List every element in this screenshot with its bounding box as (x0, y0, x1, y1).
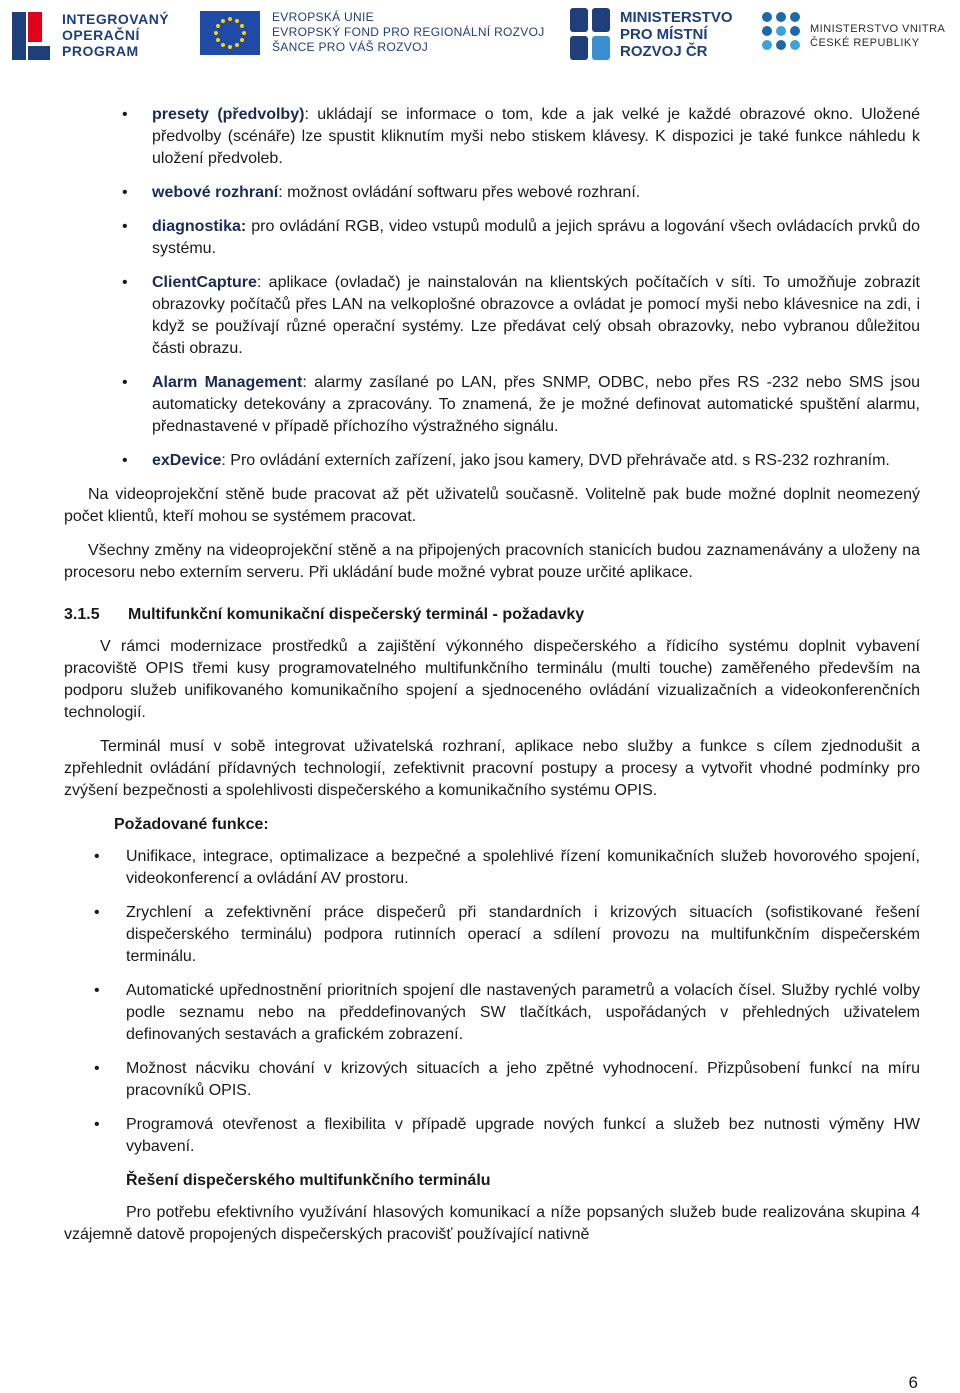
document-body (64, 104, 920, 1246)
mmr-logo (570, 8, 733, 60)
section-title: Multifunkční komunikační dispečerský terminál - požadavky (128, 606, 585, 623)
list-item-text: : aplikace (ovladač) je nainstalován na klientských počítačích v síti. To umožňuje zobrazit obrazovky počítačů přes LAN na velkoplošné obrazovce a ovládat je pomocí myši nebo klávesnice na zdi, i když se používají různé operační systémy. Lze předávat celý obsah obrazovky, nebo vybranou důležitou části obrazu. (152, 274, 920, 357)
functions-heading: Požadované funkce: (114, 816, 269, 833)
list-item: • Možnost nácviku chování v krizových situacích a jeho zpětné vyhodnocení. Přizpůsobení funkcí na míru pracovníků OPIS. (64, 1058, 920, 1102)
list-item: • Automatické upřednostnění prioritních spojení dle nastavených parametrů a volacích čísel. Služby rychlé volby podle seznamu nebo na předdefinovaných SW tlačítkách, uspořádaných v přehledných uživatelem definovaných sestavách a grafickém zobrazení. (64, 980, 920, 1046)
mmr-logo-line: MINISTERSTVO (620, 8, 733, 26)
mv-logo-line: ČESKÉ REPUBLIKY (810, 37, 920, 49)
list-item-term: webové rozhraní (152, 184, 279, 201)
eu-logo-line: EVROPSKÝ FOND PRO REGIONÁLNÍ ROZVOJ (272, 25, 545, 39)
functions-list (64, 846, 920, 1158)
list-item-text: pro ovládání RGB, video vstupů modulů a jejich správu a logování všech ovládacích prvků do systému. (152, 218, 920, 257)
list-item (64, 450, 920, 472)
paragraph: Všechny změny na videoprojekční stěně a na připojených pracovních stanicích budou zaznamenávány a uloženy na procesoru nebo externím serveru. Při ukládání bude možné vybrat pouze určité aplikace. (64, 542, 920, 581)
mmr-logo-line: PRO MÍSTNÍ (620, 25, 708, 43)
mv-logo-icon (760, 10, 802, 62)
paragraph: Terminál musí v sobě integrovat uživatelská rozhraní, aplikace nebo služby a funkce s cílem zjednodušit a zpřehlednit ovládání přídavných technologií, zefektivnit pracovní postupy a procesy a vytvořit vhodné podmínky pro zvýšení bezpečnosti a spolehlivosti dispečerského a komunikačního systému OPIS. (64, 738, 920, 799)
page-header (0, 0, 960, 80)
list-item-term: diagnostika: (152, 218, 247, 235)
iop-logo (8, 6, 169, 64)
iop-logo-line: OPERAČNÍ (62, 27, 140, 43)
iop-logo-line: PROGRAM (62, 43, 139, 59)
list-item (64, 182, 920, 204)
paragraph: Na videoprojekční stěně bude pracovat až pět uživatelů současně. Volitelně pak bude možné doplnit neomezený počet klientů, kteří mohou se systémem pracovat. (64, 486, 920, 525)
list-item-term: exDevice (152, 452, 222, 469)
list-item-text: : alarmy zasílané po LAN, přes SNMP, ODBC, nebo přes RS -232 nebo SMS jsou automaticky detekovány a zpracovány. To znamená, že je možné definovat automatické spuštění alarmu, přednastavené v případě příchozího výstražného signálu. (152, 374, 921, 435)
section-heading (64, 604, 920, 626)
eu-logo-line: ŠANCE PRO VÁŠ ROZVOJ (272, 40, 429, 54)
eu-flag-icon (200, 11, 260, 55)
list-item: • Programová otevřenost a flexibilita v případě upgrade nových funkcí a služeb bez nutnosti výměny HW vybavení. (64, 1114, 920, 1158)
list-item-term: ClientCapture (152, 274, 257, 291)
mv-logo (760, 10, 945, 62)
list-item (64, 272, 920, 360)
list-item-text: : ukládají se informace o tom, kde a jak velké je každé obrazové okno. Uložené předvolby (scénáře) lze spustit kliknutím myši nebo stiskem klávesy. K dispozici je také funkce náhledu k uložení předvoleb. (152, 106, 920, 167)
list-item-term: presety (předvolby) (152, 106, 305, 123)
list-item: • Unifikace, integrace, optimalizace a bezpečné a spolehlivé řízení komunikačních služeb hovorového spojení, videokonferencí a ovládání AV prostoru. (64, 846, 920, 890)
solution-heading: Řešení dispečerského multifunkčního terminálu (126, 1172, 491, 1189)
iop-logo-icon (8, 6, 54, 64)
list-item-term: Alarm Management (152, 374, 303, 391)
page-number: 6 (908, 1373, 918, 1392)
feature-list (64, 104, 920, 472)
list-item: • Zrychlení a zefektivnění práce dispečerů při standardních i krizových situacích (sofistikované řešení dispečerského terminálu) podpora rutinních operací a sdílení provozu na multifunkčním dispečerském terminálu. (64, 902, 920, 968)
mmr-logo-icon (570, 8, 612, 60)
mmr-logo-line: ROZVOJ ČR (620, 42, 708, 60)
eu-logo-line: EVROPSKÁ UNIE (272, 10, 374, 24)
list-item-text: : Pro ovládání externích zařízení, jako jsou kamery, DVD přehrávače atd. s RS-232 rozhraním. (221, 452, 890, 469)
section-number: 3.1.5 (64, 606, 100, 623)
iop-logo-line: INTEGROVANÝ (62, 11, 170, 27)
list-item (64, 216, 920, 260)
list-item-text: : možnost ovládání softwaru přes webové rozhraní. (278, 184, 641, 201)
eu-logo (200, 10, 545, 55)
list-item (64, 372, 920, 438)
list-item (64, 104, 920, 170)
paragraph: Pro potřebu efektivního využívání hlasových komunikací a níže popsaných služeb bude realizována skupina 4 vzájemně datově propojených dispečerských pracovišť používající nativně (64, 1204, 920, 1243)
mv-logo-line: MINISTERSTVO VNITRA (810, 23, 946, 35)
paragraph: V rámci modernizace prostředků a zajištění výkonného dispečerského a řídicího systému doplnit vybavení pracoviště OPIS třemi kusy programovatelného multifunkčního terminálu (multi touche) zaměřeného především na podporu služeb unifikovaného komunikačního spojení a sjednoceného ovládání vizualizačních a videokonferenčních technologií. (64, 638, 920, 721)
